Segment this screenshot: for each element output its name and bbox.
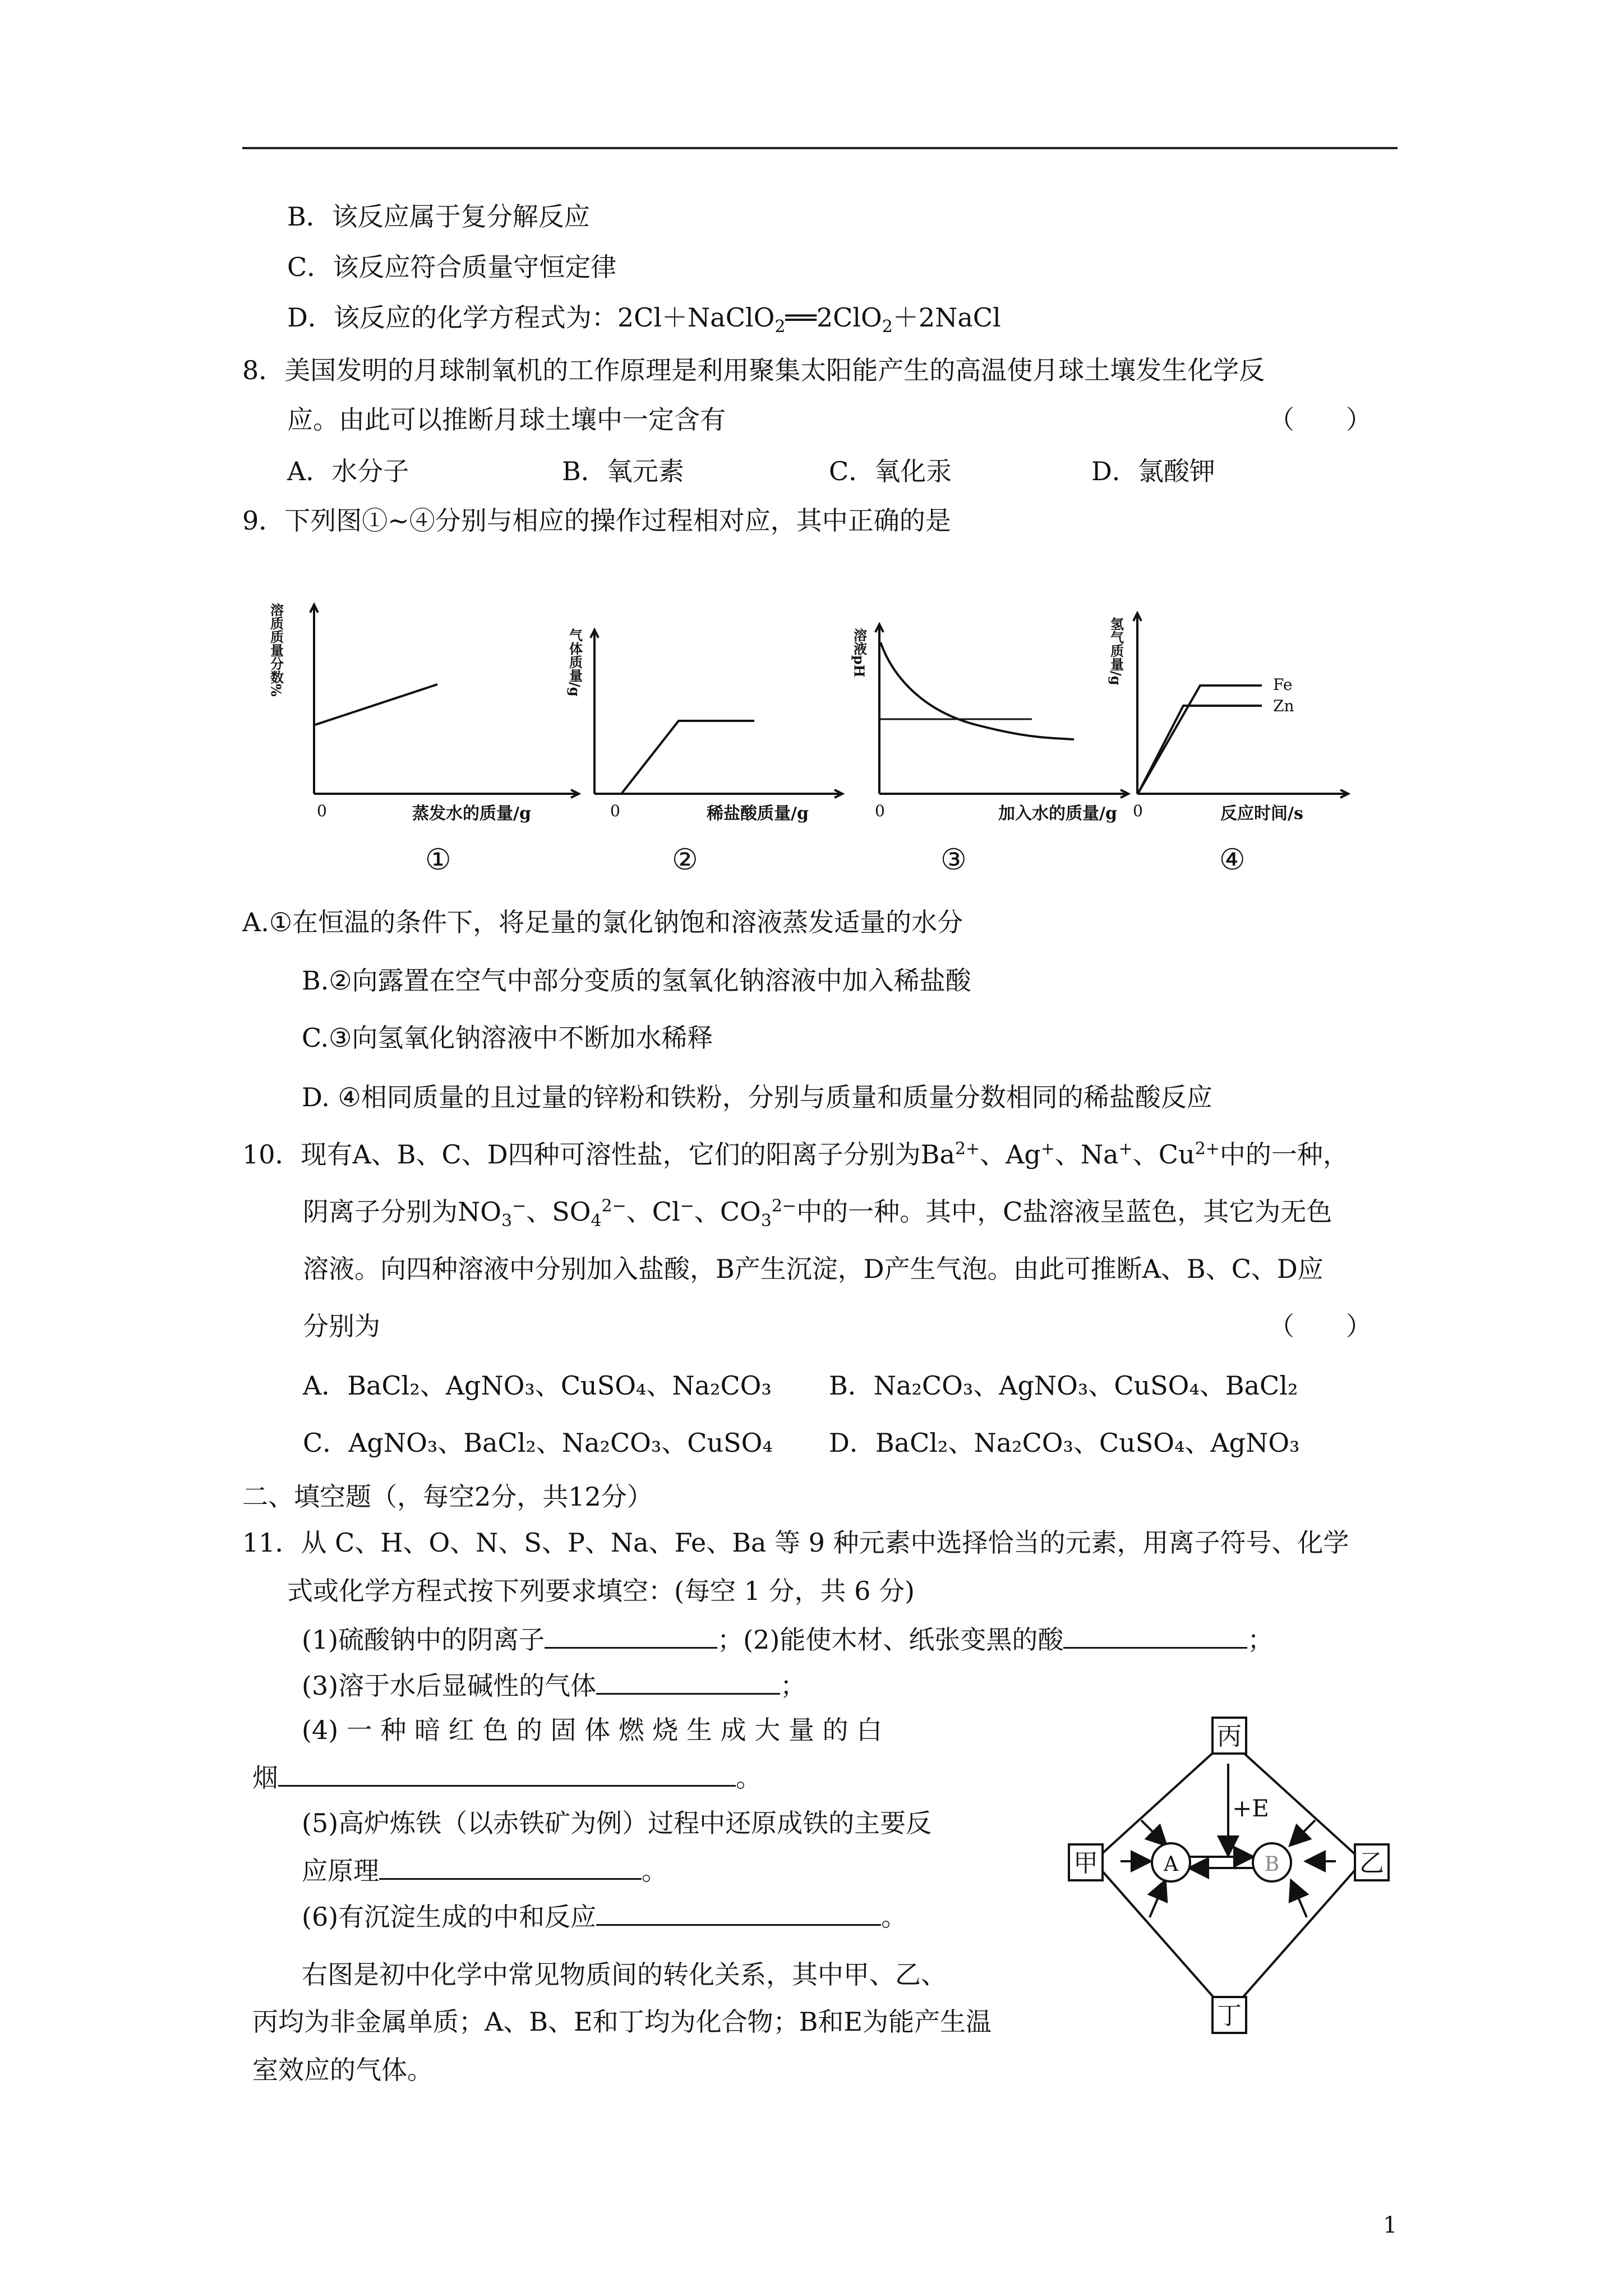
label-right: 乙 xyxy=(1359,1849,1384,1878)
answer-blank-4[interactable] xyxy=(278,1759,736,1787)
section2-title: 二、填空题（，每空2分，共12分） xyxy=(242,1481,653,1512)
q11-part3-line: (3)溶于水后显碱性的气体 ； xyxy=(302,1667,806,1703)
q11-part5-line1: (5)高炉炼铁（以赤铁矿为例）过程中还原成铁的主要反 xyxy=(302,1808,932,1838)
q11-part1-line: (1)硫酸钠中的阴离子 ；(2)能使木材、纸张变黑的酸 ； xyxy=(302,1621,1273,1657)
chart2-line xyxy=(621,721,754,794)
q11-stem-line2: 式或化学方程式按下列要求填空：(每空 1 分，共 6 分) xyxy=(287,1576,915,1606)
q7-option-c: C．该反应符合质量守恒定律 xyxy=(287,252,617,282)
q10-option-d: D．BaCl₂、Na₂CO₃、CuSO₄、AgNO₃ xyxy=(829,1428,1300,1458)
q7-option-b: B．该反应属于复分解反应 xyxy=(287,201,590,232)
q10-stem-line2: 阴离子分别为$NO_3^-$、$SO_4^{2-}$、Cl−、$CO_3^{2-}$中的一种。其中，C盐溶液呈蓝色，其它为无色 xyxy=(303,1196,1332,1231)
edge-top-left xyxy=(1094,1739,1228,1861)
q8-option-a: A．水分子 xyxy=(287,456,409,486)
chart1-number: ① xyxy=(425,843,451,877)
q11-part4-line2: 烟 。 xyxy=(252,1759,762,1795)
q9-option-d: D. ④相同质量的且过量的锌粉和铁粉，分别与质量和质量分数相同的稀盐酸反应 xyxy=(302,1082,1212,1112)
q7-option-d: D．该反应的化学方程式为：2Cl＋NaClO$_2$══2ClO$_2$＋2NaCl xyxy=(287,302,1001,337)
chart2-number: ② xyxy=(672,843,698,877)
chart4-legend-fe: Fe xyxy=(1273,675,1293,694)
edge-right-bottom xyxy=(1228,1861,1363,2014)
header-rule xyxy=(242,147,1398,149)
chart4-ylabel: 氢气质量/g xyxy=(1108,617,1124,685)
chart4-zn-line xyxy=(1138,706,1262,793)
chart1-ylabel: 溶质质量分数% xyxy=(268,603,284,697)
label-bottom: 丁 xyxy=(1217,2001,1242,2030)
label-left: 甲 xyxy=(1073,1849,1098,1878)
chart3-ylabel: 溶液pH xyxy=(851,628,868,678)
chart2-origin: 0 xyxy=(610,802,620,820)
chart2-axes xyxy=(591,630,842,798)
chart3-number: ③ xyxy=(940,843,967,877)
edge-left-bottom xyxy=(1094,1861,1228,2014)
q8-option-d: D．氯酸钾 xyxy=(1091,456,1215,486)
chart1-axes xyxy=(310,605,579,798)
answer-blank-3[interactable] xyxy=(596,1667,780,1695)
arrow-to-a-bottom xyxy=(1150,1880,1165,1917)
diagram-intro-line1: 右图是初中化学中常见物质间的转化关系，其中甲、乙、 xyxy=(302,1959,947,1990)
answer-blank-1[interactable] xyxy=(545,1621,717,1649)
q8-answer-bracket: （ ） xyxy=(1269,404,1372,435)
q10-stem-line1: 10．现有A、B、C、D四种可溶性盐，它们的阳离子分别为$Ba^{2+}$、Ag+、Na+、$Cu^{2+}$中的一种， xyxy=(242,1139,1349,1170)
chart3-axes xyxy=(875,624,1128,798)
arrow-to-b-top xyxy=(1290,1820,1315,1846)
chart2-xlabel: 稀盐酸质量/g xyxy=(707,804,809,823)
chart4-xlabel: 反应时间/s xyxy=(1220,804,1303,823)
q10-stem-line4: 分别为 xyxy=(303,1311,380,1341)
q9-option-b: B.②向露置在空气中部分变质的氢氧化钠溶液中加入稀盐酸 xyxy=(302,965,971,996)
q8-stem-line2: 应。由此可以推断月球土壤中一定含有 xyxy=(287,404,726,435)
page-number: 1 xyxy=(1383,2212,1398,2238)
label-plus-e: +E xyxy=(1232,1795,1269,1822)
q11-part4-line1: (4) 一 种 暗 红 色 的 固 体 燃 烧 生 成 大 量 的 白 xyxy=(302,1715,883,1745)
q10-option-b: B．Na₂CO₃、AgNO₃、CuSO₄、BaCl₂ xyxy=(829,1370,1298,1401)
chart3-xlabel: 加入水的质量/g xyxy=(998,804,1117,823)
answer-blank-2[interactable] xyxy=(1063,1621,1247,1649)
chart4-fe-line xyxy=(1138,685,1262,793)
chart2-ylabel: 气体质量/g xyxy=(566,628,583,697)
chart3-origin: 0 xyxy=(875,802,885,820)
q11-part5-line2: 应原理 。 xyxy=(302,1852,667,1888)
chart1-line xyxy=(315,684,437,725)
q10-option-c: C．AgNO₃、BaCl₂、Na₂CO₃、CuSO₄ xyxy=(303,1428,773,1458)
arrow-to-a-top xyxy=(1141,1820,1166,1846)
q8-option-b: B．氧元素 xyxy=(562,456,684,486)
q10-answer-bracket: （ ） xyxy=(1269,1311,1372,1341)
diagram-intro-line3: 室效应的气体。 xyxy=(252,2055,433,2085)
q10-option-a: A．BaCl₂、AgNO₃、CuSO₄、Na₂CO₃ xyxy=(303,1370,772,1401)
chart4-legend-zn: Zn xyxy=(1273,697,1294,715)
q9-stem: 9．下列图①~④分别与相应的操作过程相对应，其中正确的是 xyxy=(242,505,951,536)
arrow-to-b-bottom xyxy=(1291,1880,1307,1917)
q9-option-c: C.③向氢氧化钠溶液中不断加水稀释 xyxy=(302,1023,713,1053)
answer-blank-6[interactable] xyxy=(596,1898,881,1926)
q9-option-a: A.①在恒温的条件下，将足量的氯化钠饱和溶液蒸发适量的水分 xyxy=(242,907,963,937)
label-top: 丙 xyxy=(1217,1722,1242,1751)
q9-charts xyxy=(236,572,1368,886)
label-a: A xyxy=(1164,1853,1178,1876)
chart1-origin: 0 xyxy=(317,802,327,820)
q8-option-c: C．氧化汞 xyxy=(829,456,952,486)
q10-stem-line3: 溶液。向四种溶液中分别加入盐酸，B产生沉淀，D产生气泡。由此可推断A、B、C、D应 xyxy=(303,1254,1324,1284)
answer-blank-5[interactable] xyxy=(379,1852,642,1880)
chart3-curve xyxy=(880,642,1074,739)
diagram-intro-line2: 丙均为非金属单质；A、B、E和丁均为化合物；B和E为能产生温 xyxy=(252,2007,992,2037)
chart4-number: ④ xyxy=(1219,843,1246,877)
chart4-origin: 0 xyxy=(1133,802,1143,820)
q11-part6-line: (6)有沉淀生成的中和反应 。 xyxy=(302,1898,907,1934)
q8-stem-line1: 8．美国发明的月球制氧机的工作原理是利用聚集太阳能产生的高温使月球土壤发生化学反 xyxy=(242,355,1265,385)
conversion-diagram xyxy=(1060,1705,1396,2053)
chart1-xlabel: 蒸发水的质量/g xyxy=(412,804,531,823)
q11-stem-line1: 11．从 C、H、O、N、S、P、Na、Fe、Ba 等 9 种元素中选择恰当的元素，用离子符号、化学 xyxy=(242,1527,1349,1558)
label-b: B xyxy=(1264,1853,1280,1876)
